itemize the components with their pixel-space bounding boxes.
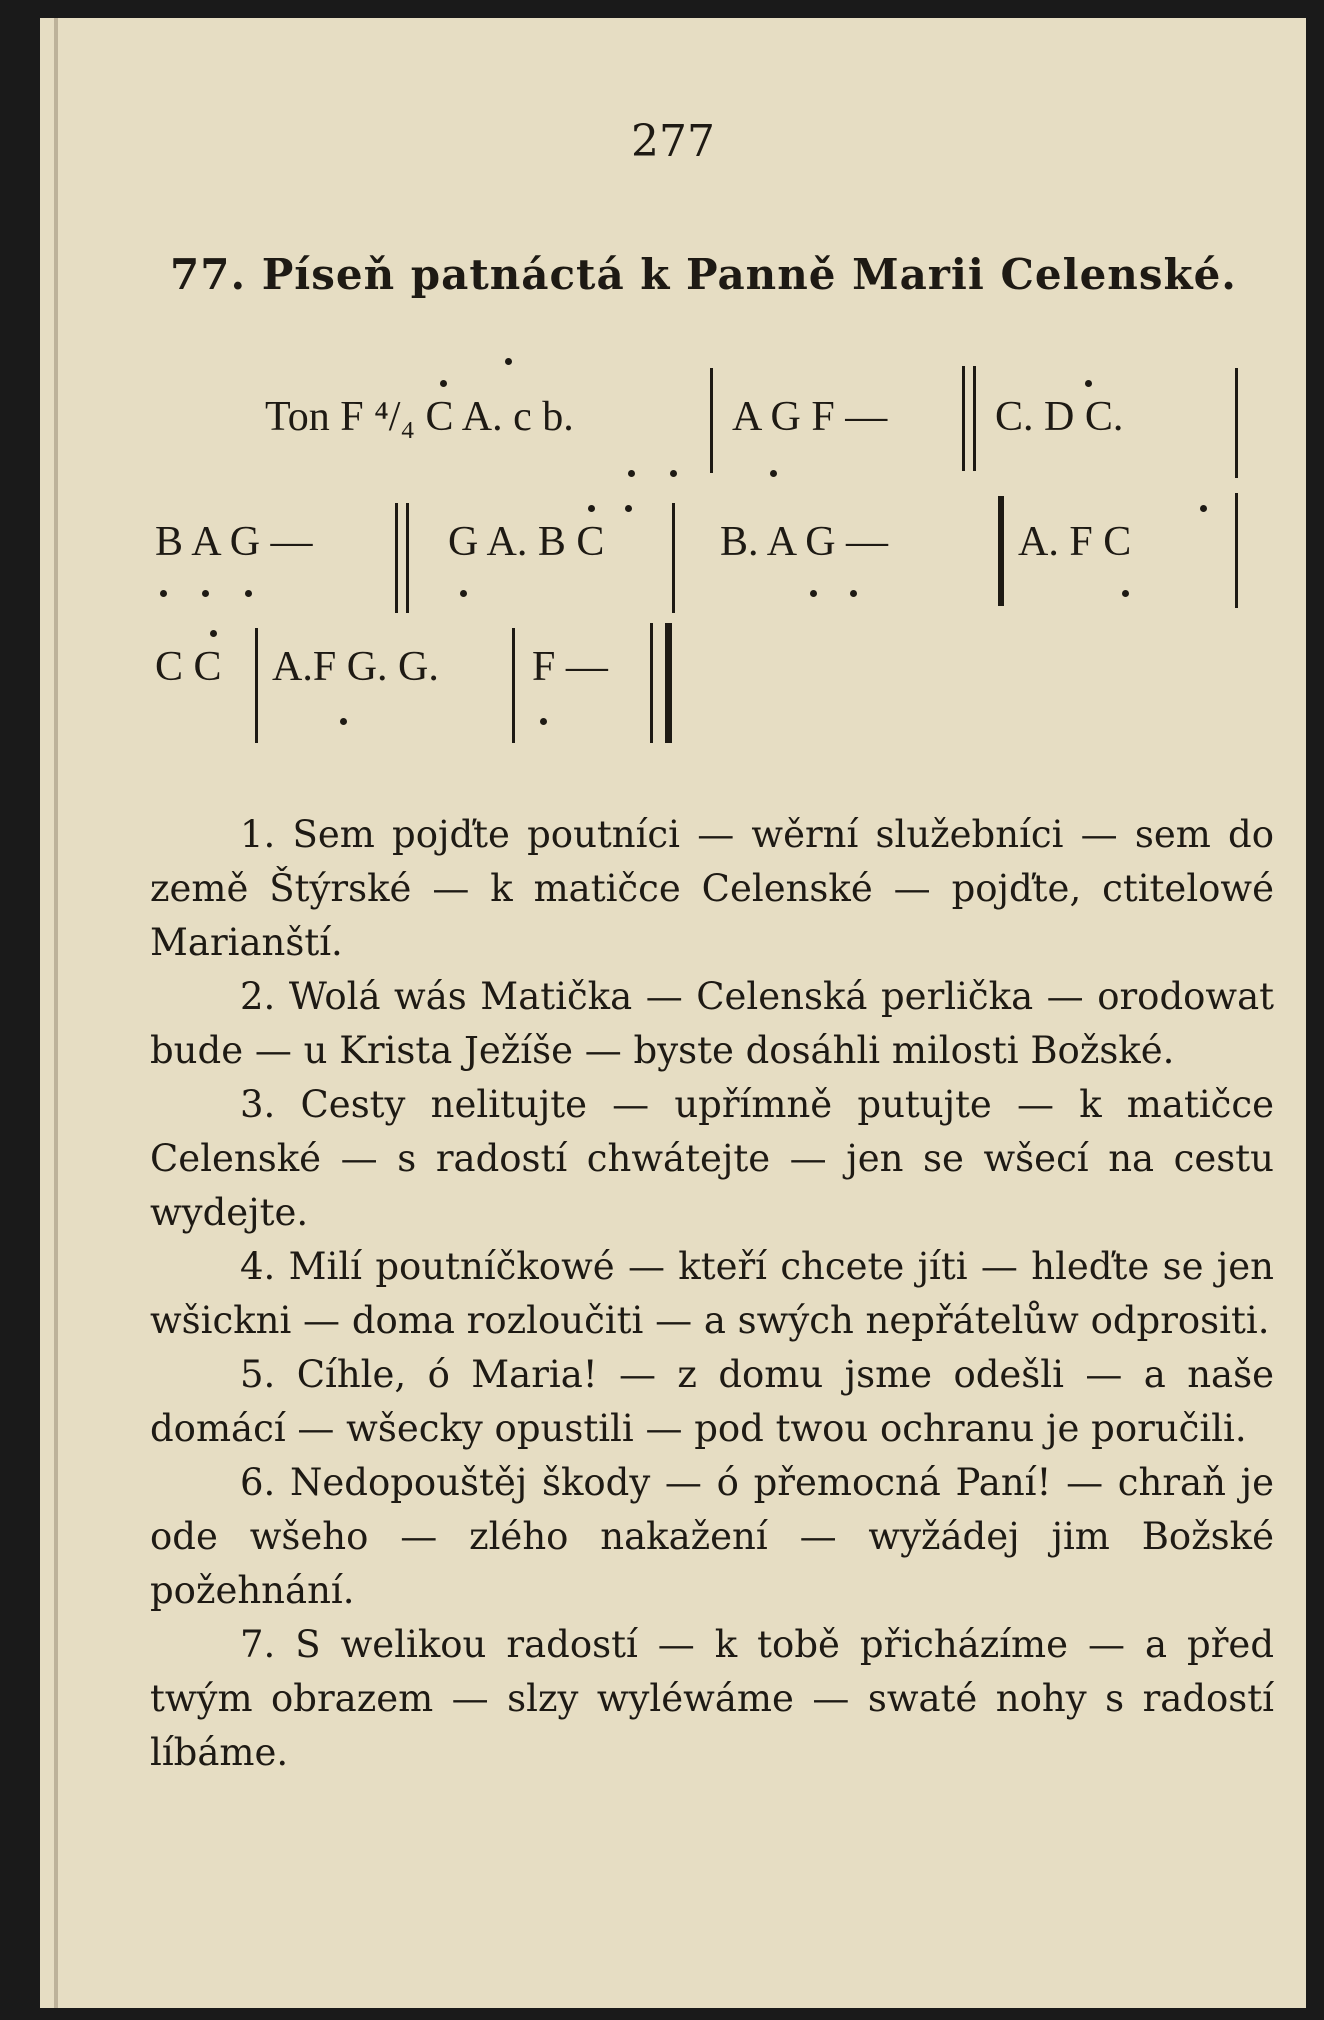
notation-measure: F — — [532, 644, 608, 690]
double-bar-line — [962, 366, 976, 471]
bar-line — [998, 496, 1004, 606]
note-dot — [628, 470, 635, 477]
note-dot — [1122, 590, 1129, 597]
note-dot — [670, 470, 677, 477]
note-dot — [1085, 380, 1092, 387]
note-dot — [850, 590, 857, 597]
notation-measure: Ton F ⁴/₄ C A. c b. — [265, 394, 574, 440]
bar-line — [1235, 368, 1238, 478]
song-title: 77. Píseň patnáctá k Panně Marii Celenské. — [170, 250, 1237, 299]
verse: 7. S welikou radostí — k tobě přicházíme — a před twým obrazem — slzy wyléwáme — swaté nohy s radostí líbáme. — [150, 1623, 1274, 1774]
melody-notation — [40, 18, 1306, 778]
bar-line — [255, 628, 258, 743]
verse: 5. Cíhle, ó Maria! — z domu jsme odešli — a naše domácí — wšecky opustili — pod twou ochranu je poručili. — [150, 1353, 1274, 1450]
double-bar-line — [395, 503, 409, 613]
page-number: 277 — [631, 116, 715, 167]
notation-measure: C. D C. — [995, 394, 1124, 440]
notation-measure: G A. B C — [448, 519, 605, 565]
bar-line — [672, 503, 675, 613]
notation-measure: B A G — — [155, 519, 313, 565]
note-dot — [540, 718, 547, 725]
note-dot — [160, 590, 167, 597]
bar-line — [710, 368, 713, 473]
verse: 1. Sem pojďte poutníci — wěrní služebníci — sem do země Štýrské — k matičce Celenské — pojďte, ctitelowé Marianští. — [150, 813, 1274, 964]
book-page — [40, 18, 1306, 2008]
note-dot — [460, 590, 467, 597]
verse: 3. Cesty nelitujte — upřímně putujte — k matičce Celenské — s radostí chwátejte — jen se wšecí na cestu wydejte. — [150, 1083, 1274, 1234]
verse: 2. Wolá wás Matička — Celenská perlička — orodowat bude — u Krista Ježíše — byste dosáhli milosti Božské. — [150, 975, 1274, 1072]
notation-measure: C C — [155, 644, 222, 690]
notation-measure: A.F G. G. — [272, 644, 439, 690]
bar-line — [1235, 493, 1238, 608]
note-dot — [588, 505, 595, 512]
note-dot — [1200, 505, 1207, 512]
note-dot — [202, 590, 209, 597]
note-dot — [505, 358, 512, 365]
notation-measure: B. A G — — [720, 519, 889, 565]
note-dot — [210, 630, 217, 637]
note-dot — [770, 470, 777, 477]
song-verses — [150, 808, 1274, 1780]
note-dot — [440, 380, 447, 387]
note-dot — [625, 505, 632, 512]
bar-line — [512, 628, 515, 743]
note-dot — [340, 718, 347, 725]
verse: 6. Nedopouštěj škody — ó přemocná Paní! — chraň je ode wšeho — zlého nakažení — wyžádej jim Božské požehnání. — [150, 1461, 1274, 1612]
notation-measure: A. F C — [1018, 519, 1132, 565]
note-dot — [245, 590, 252, 597]
note-dot — [810, 590, 817, 597]
notation-measure: A G F — — [732, 394, 888, 440]
final-bar-line — [650, 623, 672, 743]
verse: 4. Milí poutníčkowé — kteří chcete jíti — hleďte se jen wšickni — doma rozloučiti — a swých nepřátelůw odprositi. — [150, 1245, 1274, 1342]
